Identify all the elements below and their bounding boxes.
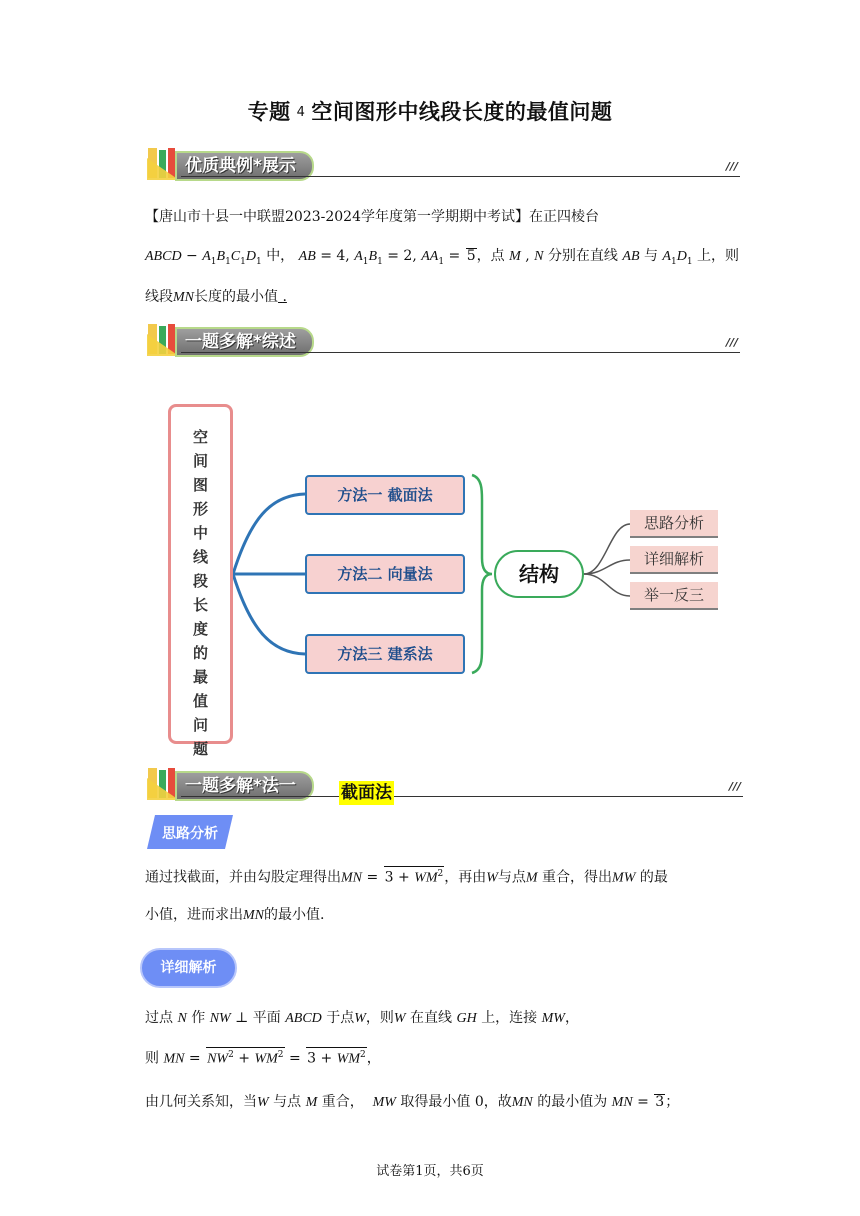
topic-char: 段 <box>192 572 208 590</box>
sub-item-analysis: 思路分析 <box>630 510 718 538</box>
topic-char: 中 <box>192 524 208 542</box>
banner-label: 优质典例*展示 <box>175 151 314 181</box>
detail-line-3: 由几何关系知，当W 与点 M 重合， MW 取得最小值 0，故MN 的最小值为 MN = 3； <box>145 1094 680 1110</box>
topic-char: 间 <box>192 452 208 470</box>
analysis-line-1: 通过找截面，并由勾股定理得出MN = $3 + WM^2$，再由W与点M 重合，得出MW 的最 <box>145 866 745 889</box>
mindmap-topic-box <box>168 404 233 758</box>
banner-label: 一题多解*法一 <box>175 771 314 801</box>
problem-source: 【唐山市十县一中联盟2023-2024学年度第一学期期中考试】在正四棱台 <box>145 209 599 225</box>
mindmap-topic-text <box>171 425 230 761</box>
problem-line-3: 线段MN长度的最小值 . <box>145 289 287 305</box>
detail-line-1: 过点 N 作 NW ⊥ 平面 ABCD 于点W，则W 在直线 GH 上，连接 MW， <box>145 1010 579 1026</box>
method-1-box: 方法一 截面法 <box>305 475 465 515</box>
method-3-box: 方法三 建系法 <box>305 634 465 674</box>
banner-label: 一题多解*综述 <box>175 327 314 357</box>
topic-char: 图 <box>192 476 208 494</box>
topic-char: 题 <box>192 740 208 758</box>
detail-line-2: 则 MN = $NW^2 + WM^2 = 3 + WM^2$， <box>145 1047 745 1070</box>
page-title: 专题 4 空间图形中线段长度的最值问题 <box>247 100 613 124</box>
section-banner-method1: 一题多解*法一 /// <box>145 766 743 804</box>
analysis-tag: 思路分析 <box>147 815 233 849</box>
topic-char: 最 <box>192 668 208 686</box>
analysis-line-2: 小值，进而求出MN的最小值. <box>145 907 325 923</box>
section-banner-example: 优质典例*展示 /// <box>145 146 740 184</box>
method1-highlight: 截面法 <box>341 783 392 803</box>
topic-char: 空 <box>192 428 208 446</box>
section-banner-overview: 一题多解*综述 /// <box>145 322 740 360</box>
method-2-box: 方法二 向量法 <box>305 554 465 594</box>
topic-char: 度 <box>192 620 208 638</box>
page-footer: 试卷第1页，共6页 <box>376 1164 484 1179</box>
topic-char: 值 <box>192 692 208 710</box>
topic-char: 的 <box>192 644 208 662</box>
topic-char: 线 <box>192 548 208 566</box>
topic-char: 形 <box>192 500 208 518</box>
structure-node: 结构 <box>494 550 584 598</box>
problem-line-2: ABCD − $A_1B_1C_1D_1$ 中， AB = 4, $A_1B_1 = 2$, $AA_1 = 5$，点 M , N 分别在直线 AB 与 $A_1D_1$ 上，则 <box>145 248 740 267</box>
topic-char: 长 <box>192 596 208 614</box>
detail-tag: 详细解析 <box>140 948 237 988</box>
sub-item-practice: 举一反三 <box>630 582 718 610</box>
sub-item-detail: 详细解析 <box>630 546 718 574</box>
topic-char: 问 <box>192 716 208 734</box>
